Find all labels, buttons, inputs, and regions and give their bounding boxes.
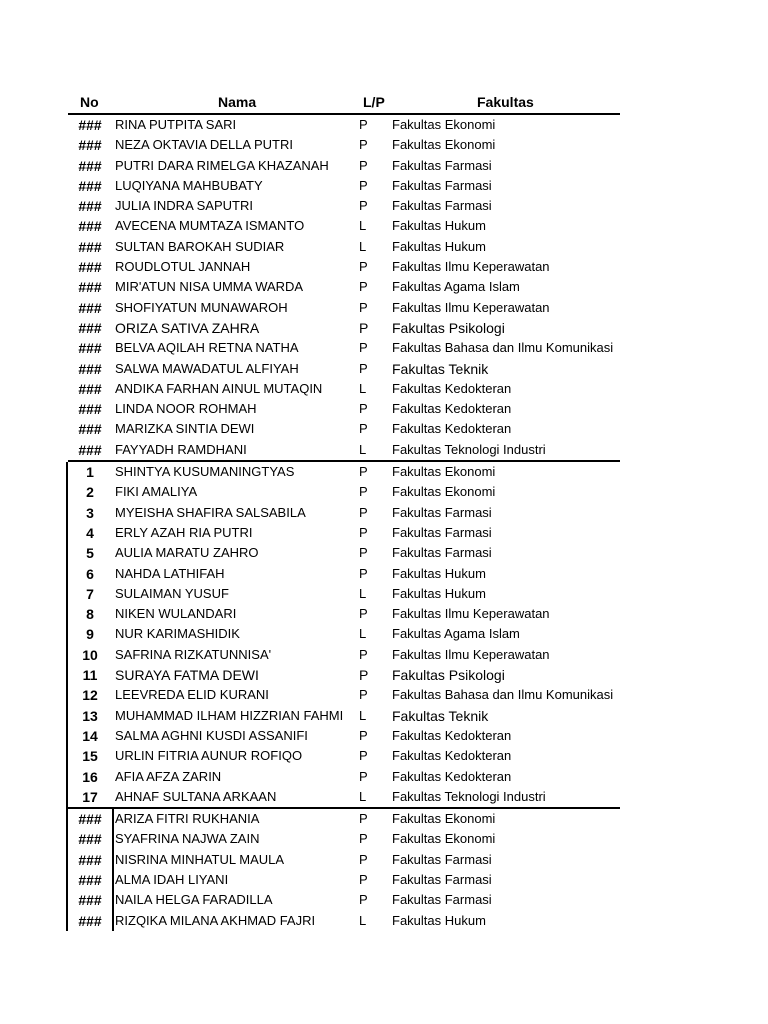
cell-no: ### <box>78 851 102 868</box>
cell-no: 8 <box>86 606 94 623</box>
cell-fakultas: Fakultas Farmasi <box>392 892 492 908</box>
cell-fakultas: Fakultas Hukum <box>392 912 486 928</box>
cell-no: ### <box>78 218 102 235</box>
cell-nama: NIKEN WULANDARI <box>115 606 237 622</box>
cell-lp: P <box>359 421 368 437</box>
cell-no: 16 <box>82 768 98 785</box>
table-row <box>68 482 620 502</box>
table-row <box>68 462 620 482</box>
cell-fakultas: Fakultas Farmasi <box>392 177 492 193</box>
cell-nama: SULAIMAN YUSUF <box>115 585 229 601</box>
cell-nama: PUTRI DARA RIMELGA KHAZANAH <box>115 157 329 173</box>
cell-nama: NEZA OKTAVIA DELLA PUTRI <box>115 137 293 153</box>
cell-nama: RIZQIKA MILANA AKHMAD FAJRI <box>115 912 316 928</box>
cell-lp: P <box>359 137 368 153</box>
cell-no: ### <box>78 137 102 154</box>
cell-nama: SULTAN BAROKAH SUDIAR <box>115 238 285 254</box>
table-row <box>68 604 620 624</box>
cell-nama: URLIN FITRIA AUNUR ROFIQO <box>115 748 303 764</box>
cell-fakultas: Fakultas Agama Islam <box>392 279 520 295</box>
table-row <box>68 746 620 766</box>
cell-fakultas: Fakultas Ekonomi <box>392 137 496 153</box>
cell-fakultas: Fakultas Hukum <box>392 585 486 601</box>
cell-lp: L <box>359 912 367 928</box>
cell-fakultas: Fakultas Kedokteran <box>392 380 512 396</box>
cell-no: ### <box>78 401 102 418</box>
cell-lp: P <box>359 484 368 500</box>
table-row <box>68 645 620 665</box>
cell-fakultas: Fakultas Ilmu Keperawatan <box>392 606 550 622</box>
cell-no: 12 <box>82 687 98 704</box>
cell-nama: SHINTYA KUSUMANINGTYAS <box>115 464 295 480</box>
cell-nama: ARIZA FITRI RUKHANIA <box>115 811 260 827</box>
cell-lp: P <box>359 565 368 581</box>
cell-lp: P <box>359 177 368 193</box>
table-row <box>68 665 620 685</box>
table-row <box>68 523 620 543</box>
cell-fakultas: Fakultas Hukum <box>392 238 486 254</box>
cell-no: ### <box>78 811 102 828</box>
cell-nama: RINA PUTPITA SARI <box>115 117 237 132</box>
cell-nama: MUHAMMAD ILHAM HIZZRIAN FAHMI <box>115 707 344 723</box>
cell-no: 4 <box>86 524 94 541</box>
header-lp: L/P <box>363 94 385 110</box>
cell-no: ### <box>78 319 102 336</box>
table-row <box>68 216 620 236</box>
table-row <box>68 564 620 584</box>
cell-lp: P <box>359 117 368 132</box>
table-row <box>68 156 620 176</box>
table-row <box>68 379 620 399</box>
spreadsheet-table <box>68 92 620 931</box>
cell-nama: SALWA MAWADATUL ALFIYAH <box>115 360 299 376</box>
cell-fakultas: Fakultas Ekonomi <box>392 464 496 480</box>
cell-nama: BELVA AQILAH RETNA NATHA <box>115 340 299 356</box>
cell-nama: AHNAF SULTANA ARKAAN <box>115 788 277 804</box>
cell-lp: P <box>359 198 368 214</box>
cell-fakultas: Fakultas Hukum <box>392 565 486 581</box>
cell-lp: P <box>359 606 368 622</box>
table-row <box>68 338 620 358</box>
cell-nama: FAYYADH RAMDHANI <box>115 441 247 457</box>
cell-lp: L <box>359 788 367 804</box>
cell-no: 7 <box>86 585 94 602</box>
cell-lp: P <box>359 299 368 315</box>
cell-lp: P <box>359 319 369 336</box>
table-row <box>68 584 620 604</box>
cell-fakultas: Fakultas Teknik <box>392 360 489 377</box>
cell-nama: NISRINA MINHATUL MAULA <box>115 851 285 867</box>
table-row <box>68 115 620 135</box>
cell-nama: ROUDLOTUL JANNAH <box>115 259 251 275</box>
cell-lp: L <box>359 441 367 457</box>
cell-lp: P <box>359 768 368 784</box>
table-row <box>68 503 620 523</box>
cell-no: ### <box>78 117 102 133</box>
table-body <box>68 115 620 931</box>
cell-lp: L <box>359 626 367 642</box>
cell-no: 1 <box>86 464 94 481</box>
cell-nama: AVECENA MUMTAZA ISMANTO <box>115 218 305 234</box>
cell-nama: ANDIKA FARHAN AINUL MUTAQIN <box>115 380 323 396</box>
table-row <box>68 809 620 829</box>
cell-lp: P <box>359 687 368 703</box>
cell-no: 14 <box>82 727 98 744</box>
cell-nama: AFIA AFZA ZARIN <box>115 768 222 784</box>
table-row <box>68 870 620 890</box>
cell-nama: ERLY AZAH RIA PUTRI <box>115 524 253 540</box>
cell-lp: P <box>359 545 368 561</box>
cell-fakultas: Fakultas Farmasi <box>392 545 492 561</box>
cell-fakultas: Fakultas Ekonomi <box>392 484 496 500</box>
cell-no: ### <box>78 299 102 316</box>
cell-nama: NAHDA LATHIFAH <box>115 565 225 581</box>
cell-lp: P <box>359 851 368 867</box>
cell-lp: L <box>359 585 367 601</box>
cell-no: ### <box>78 831 102 848</box>
cell-lp: P <box>359 871 368 887</box>
cell-lp: P <box>359 259 368 275</box>
cell-no: 13 <box>82 707 98 724</box>
cell-no: ### <box>78 380 102 397</box>
cell-fakultas: Fakultas Ekonomi <box>392 117 496 132</box>
cell-fakultas: Fakultas Teknologi Industri <box>392 441 546 457</box>
cell-nama: SURAYA FATMA DEWI <box>115 667 259 684</box>
cell-fakultas: Fakultas Kedokteran <box>392 421 512 437</box>
table-row <box>68 787 620 809</box>
table-row <box>68 196 620 216</box>
cell-lp: P <box>359 811 368 827</box>
cell-nama: AULIA MARATU ZAHRO <box>115 545 259 561</box>
cell-fakultas: Fakultas Farmasi <box>392 504 492 520</box>
cell-fakultas: Fakultas Agama Islam <box>392 626 520 642</box>
table-row <box>68 850 620 870</box>
cell-fakultas: Fakultas Farmasi <box>392 524 492 540</box>
cell-nama: JULIA INDRA SAPUTRI <box>115 198 253 214</box>
cell-no: ### <box>78 871 102 888</box>
table-row <box>68 419 620 439</box>
group-divider-left <box>66 462 68 931</box>
cell-fakultas: Fakultas Bahasa dan Ilmu Komunikasi <box>392 687 614 703</box>
cell-fakultas: Fakultas Ekonomi <box>392 831 496 847</box>
cell-lp: L <box>359 707 367 723</box>
cell-nama: MARIZKA SINTIA DEWI <box>115 421 255 437</box>
cell-fakultas: Fakultas Teknologi Industri <box>392 788 546 804</box>
cell-nama: NUR KARIMASHIDIK <box>115 626 240 642</box>
header-fakultas: Fakultas <box>477 94 534 110</box>
cell-fakultas: Fakultas Farmasi <box>392 851 492 867</box>
group-divider-name <box>112 809 114 931</box>
cell-no: ### <box>78 360 102 377</box>
header-no: No <box>80 94 99 110</box>
cell-fakultas: Fakultas Kedokteran <box>392 401 512 417</box>
cell-no: ### <box>78 198 102 215</box>
cell-lp: P <box>359 892 368 908</box>
cell-lp: P <box>359 279 368 295</box>
cell-no: 9 <box>86 626 94 643</box>
cell-lp: P <box>359 360 368 376</box>
cell-no: 6 <box>86 565 94 582</box>
cell-no: ### <box>78 421 102 438</box>
cell-lp: L <box>359 238 367 254</box>
cell-no: ### <box>78 157 102 174</box>
cell-no: ### <box>78 892 102 909</box>
cell-lp: P <box>359 464 368 480</box>
table-row <box>68 298 620 318</box>
table-row <box>68 237 620 257</box>
cell-lp: P <box>359 646 368 662</box>
table-row <box>68 399 620 419</box>
cell-nama: FIKI AMALIYA <box>115 484 198 500</box>
cell-nama: SYAFRINA NAJWA ZAIN <box>115 831 260 847</box>
cell-fakultas: Fakultas Bahasa dan Ilmu Komunikasi <box>392 340 614 356</box>
cell-lp: P <box>359 831 368 847</box>
cell-fakultas: Fakultas Teknik <box>392 707 489 724</box>
cell-no: 3 <box>86 504 94 521</box>
table-row <box>68 135 620 155</box>
cell-lp: P <box>359 340 368 356</box>
cell-no: 5 <box>86 545 94 562</box>
cell-fakultas: Fakultas Farmasi <box>392 871 492 887</box>
cell-no: ### <box>78 340 102 357</box>
cell-nama: ALMA IDAH LIYANI <box>115 871 229 887</box>
table-row <box>68 829 620 849</box>
cell-lp: P <box>359 157 368 173</box>
cell-no: ### <box>78 441 102 458</box>
cell-nama: LEEVREDA ELID KURANI <box>115 687 269 703</box>
cell-fakultas: Fakultas Farmasi <box>392 198 492 214</box>
cell-lp: P <box>359 524 368 540</box>
header-nama: Nama <box>218 94 257 110</box>
cell-no: 15 <box>82 748 98 765</box>
table-row <box>68 359 620 379</box>
cell-fakultas: Fakultas Ilmu Keperawatan <box>392 646 550 662</box>
cell-nama: SAFRINA RIZKATUNNISA' <box>115 646 272 662</box>
cell-no: ### <box>78 259 102 276</box>
table-row <box>68 726 620 746</box>
table-row <box>68 543 620 563</box>
table-row <box>68 440 620 462</box>
cell-nama: LUQIYANA MAHBUBATY <box>115 177 263 193</box>
cell-lp: P <box>359 748 368 764</box>
cell-nama: LINDA NOOR ROHMAH <box>115 401 257 417</box>
table-header <box>68 92 620 115</box>
cell-no: 17 <box>82 788 98 805</box>
cell-nama: SALMA AGHNI KUSDI ASSANIFI <box>115 727 308 743</box>
cell-nama: SHOFIYATUN MUNAWAROH <box>115 299 288 315</box>
cell-lp: P <box>359 667 369 684</box>
cell-no: ### <box>78 912 102 929</box>
cell-no: ### <box>78 279 102 296</box>
cell-fakultas: Fakultas Psikologi <box>392 319 505 336</box>
table-row <box>68 911 620 931</box>
table-row <box>68 624 620 644</box>
cell-no: 11 <box>82 667 98 684</box>
cell-no: ### <box>78 238 102 255</box>
cell-nama: MYEISHA SHAFIRA SALSABILA <box>115 504 306 520</box>
cell-lp: L <box>359 218 367 234</box>
table-row <box>68 176 620 196</box>
cell-lp: P <box>359 727 368 743</box>
table-row <box>68 890 620 910</box>
table-row <box>68 277 620 297</box>
cell-lp: P <box>359 504 368 520</box>
cell-fakultas: Fakultas Farmasi <box>392 157 492 173</box>
cell-fakultas: Fakultas Kedokteran <box>392 768 512 784</box>
cell-nama: ORIZA SATIVA ZAHRA <box>115 319 260 336</box>
cell-fakultas: Fakultas Ekonomi <box>392 811 496 827</box>
cell-fakultas: Fakultas Hukum <box>392 218 486 234</box>
cell-fakultas: Fakultas Kedokteran <box>392 727 512 743</box>
cell-lp: L <box>359 380 367 396</box>
cell-fakultas: Fakultas Psikologi <box>392 667 505 684</box>
cell-no: 2 <box>86 484 94 501</box>
cell-fakultas: Fakultas Ilmu Keperawatan <box>392 259 550 275</box>
cell-nama: MIR'ATUN NISA UMMA WARDA <box>115 279 304 295</box>
table-row <box>68 257 620 277</box>
cell-lp: P <box>359 401 368 417</box>
cell-nama: NAILA HELGA FARADILLA <box>115 892 273 908</box>
cell-no: ### <box>78 177 102 194</box>
table-row <box>68 318 620 338</box>
table-row <box>68 767 620 787</box>
cell-fakultas: Fakultas Kedokteran <box>392 748 512 764</box>
table-row <box>68 685 620 705</box>
cell-fakultas: Fakultas Ilmu Keperawatan <box>392 299 550 315</box>
cell-no: 10 <box>82 646 98 663</box>
table-row <box>68 706 620 726</box>
